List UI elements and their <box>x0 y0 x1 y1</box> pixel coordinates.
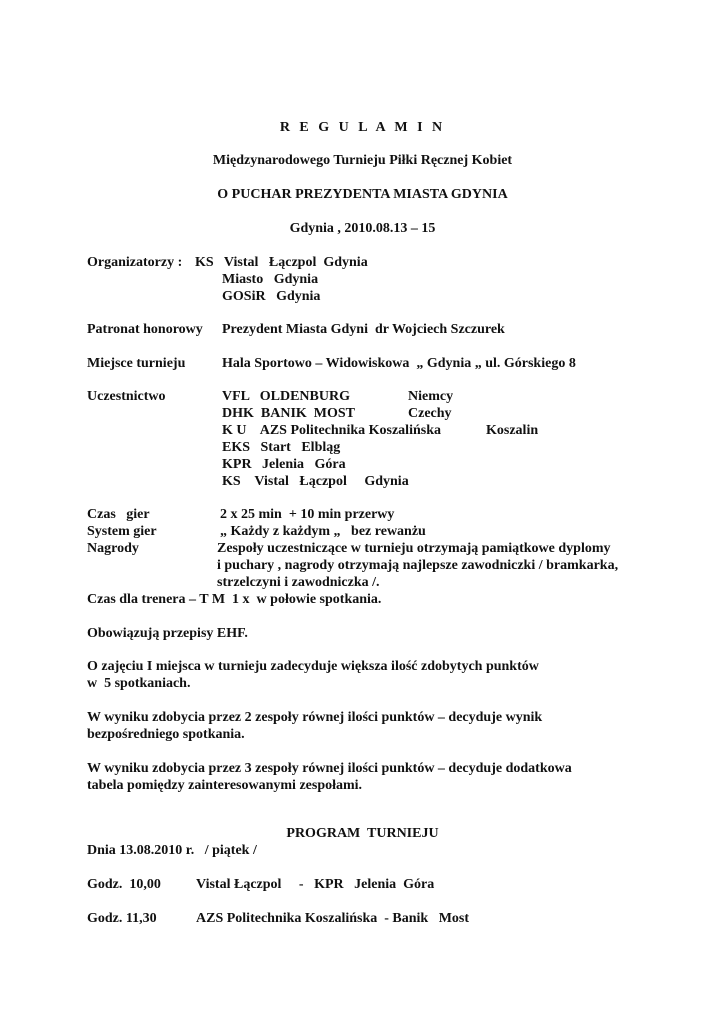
team-country: Koszalin <box>486 423 539 438</box>
match-teams: Vistal Łączpol - KPR Jelenia Góra <box>196 877 435 892</box>
tie-three-rule: W wyniku zdobycia przez 3 zespoły równej ilości punktów – decyduje dodatkowa <box>87 761 572 776</box>
team-name: DHK BANIK MOST <box>222 406 356 421</box>
tournament-dates: Gdynia , 2010.08.13 – 15 <box>289 221 436 236</box>
prizes-line: Zespoły uczestniczące w turnieju otrzymają pamiątkowe dyplomy <box>217 541 611 556</box>
prizes-line: i puchary , nagrody otrzymają najlepsze zawodniczki / bramkarka, <box>217 558 619 573</box>
team-country: Niemcy <box>408 389 454 404</box>
ehf-rule: Obowiązują przepisy EHF. <box>87 626 248 641</box>
organizer-item: Miasto Gdynia <box>222 272 319 287</box>
patronage-label: Patronat honorowy <box>87 322 203 337</box>
venue-value: Hala Sportowo – Widowiskowa „ Gdynia „ ul. Górskiego 8 <box>222 356 576 371</box>
participants-label: Uczestnictwo <box>87 389 166 404</box>
program-day: Dnia 13.08.2010 r. / piątek / <box>87 843 257 858</box>
system-value: „ Każdy z każdym „ bez rewanżu <box>220 524 426 539</box>
organizers-label: Organizatorzy : <box>87 255 183 270</box>
game-time-label: Czas gier <box>87 507 150 522</box>
program-title: PROGRAM TURNIEJU <box>286 826 439 841</box>
tie-three-rule: tabela pomiędzy zainteresowanymi zespołami. <box>87 778 363 793</box>
system-label: System gier <box>87 524 157 539</box>
first-place-rule: w 5 spotkaniach. <box>87 676 191 691</box>
match-teams: AZS Politechnika Koszalińska - Banik Most <box>196 911 470 926</box>
prizes-line: strzelczyni i zawodniczka /. <box>217 575 380 590</box>
document-title: R E G U L A M I N <box>279 120 446 135</box>
timeout-rule: Czas dla trenera – T M 1 x w połowie spotkania. <box>87 592 382 607</box>
prizes-label: Nagrody <box>87 541 139 556</box>
tournament-name: Międzynarodowego Turnieju Piłki Ręcznej Kobiet <box>212 153 513 168</box>
team-name: KPR Jelenia Góra <box>222 457 346 472</box>
team-name: KS Vistal Łączpol Gdynia <box>222 474 409 489</box>
first-place-rule: O zajęciu I miejsca w turnieju zadecyduje większa ilość zdobytych punktów <box>87 659 539 674</box>
team-name: EKS Start Elbląg <box>222 440 341 455</box>
match-time: Godz. 10,00 <box>87 877 161 892</box>
team-name: K U AZS Politechnika Koszalińska <box>222 423 441 438</box>
match-time: Godz. 11,30 <box>87 911 157 926</box>
team-name: VFL OLDENBURG <box>222 389 350 404</box>
venue-label: Miejsce turnieju <box>87 356 186 371</box>
team-country: Czechy <box>408 406 452 421</box>
tie-two-rule: W wyniku zdobycia przez 2 zespoły równej ilości punktów – decyduje wynik <box>87 710 543 725</box>
patronage-value: Prezydent Miasta Gdyni dr Wojciech Szczurek <box>222 322 505 337</box>
organizer-item: KS Vistal Łączpol Gdynia <box>195 255 368 270</box>
game-time-value: 2 x 25 min + 10 min przerwy <box>220 507 395 522</box>
tie-two-rule: bezpośredniego spotkania. <box>87 727 245 742</box>
organizer-item: GOSiR Gdynia <box>222 289 321 304</box>
cup-name: O PUCHAR PREZYDENTA MIASTA GDYNIA <box>217 187 508 202</box>
